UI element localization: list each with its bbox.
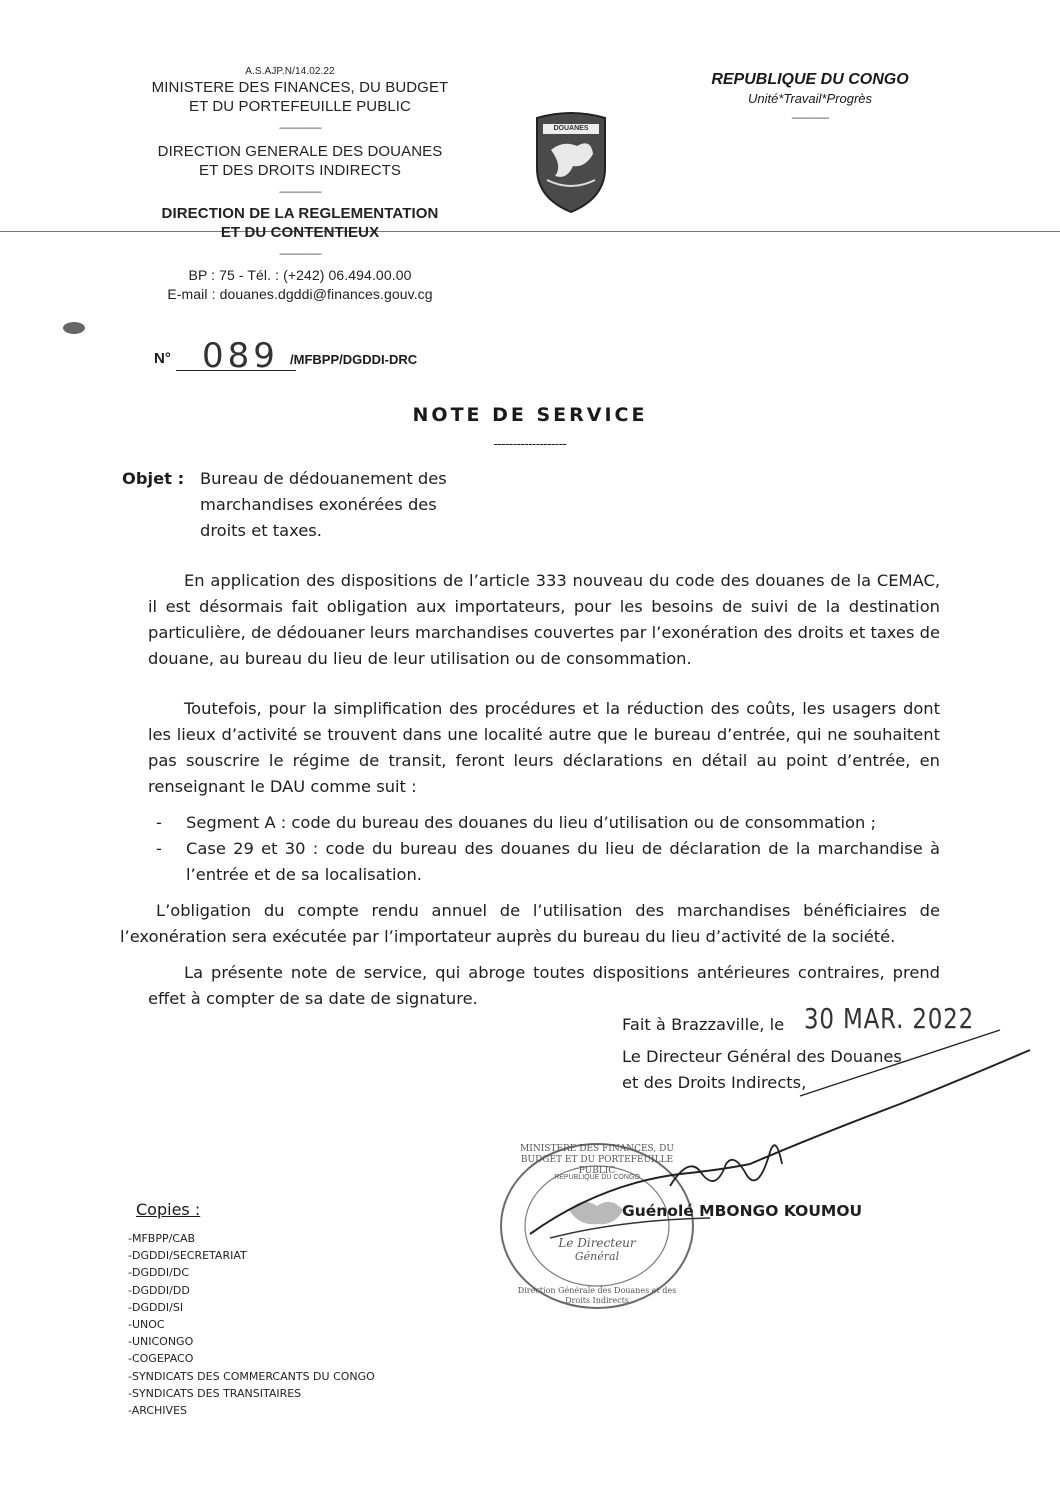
stamp-inner-text: REPUBLIQUE DU CONGO — [554, 1174, 640, 1181]
stamp-center-line-1: Le Directeur — [558, 1236, 636, 1250]
list-item — [148, 836, 940, 888]
paragraph-line: douane, au bureau du lieu de leur utilisation ou de consommation. — [148, 649, 692, 668]
list-item: -DGDDI/SI — [128, 1300, 184, 1314]
paragraph-3 — [120, 898, 940, 950]
signatory-title-line-1: Le Directeur Général des Douanes — [622, 1047, 902, 1066]
stamp-center-line-2: Général — [574, 1250, 620, 1263]
paragraph-line: il est désormais fait obligation aux importateurs, pour les besoins de suivi de la destination — [148, 597, 940, 616]
directorate-line-2: ET DES DROITS INDIRECTS — [198, 162, 402, 179]
contact-email: E-mail : douanes.dgddi@finances.gouv.cg — [167, 286, 433, 302]
paragraph-line: particulière, de dédouaner leurs marchandises couvertes par l’exonération des droits et taxes de — [148, 623, 940, 642]
header-right-separator: ---------------- — [791, 113, 829, 124]
copies-list — [128, 1230, 375, 1419]
paragraph-line: L’obligation du compte rendu annuel de l’utilisation des marchandises bénéficiaires de — [156, 901, 940, 920]
division-line-1: DIRECTION DE LA REGLEMENTATION — [161, 205, 439, 222]
emblem-label: DOUANES — [553, 125, 589, 132]
paragraph-line: effet à compter de sa date de signature. — [148, 989, 478, 1008]
reference-code: A.S.AJP.N/14.02.22 — [245, 66, 335, 77]
national-motto: Unité*Travail*Progrès — [747, 91, 873, 106]
bullet-marker: - — [156, 839, 162, 858]
header-separator-1: ------------------ — [279, 123, 321, 134]
paragraph-line: La présente note de service, qui abroge toutes dispositions antérieures contraires, prend — [184, 963, 940, 982]
list-item: -SYNDICATS DES TRANSITAIRES — [128, 1386, 302, 1400]
objet-line: marchandises exonérées des — [200, 495, 437, 514]
paragraph-line: pas souscrire le régime de transit, feront leurs déclarations en détail au point d’entrée, en — [148, 751, 940, 770]
bullet-marker: - — [156, 813, 162, 832]
number-prefix: N° — [154, 350, 171, 367]
stamp-outer-text: MINISTERE DES FINANCES, DU BUDGET ET DU PORTEFEUILLE PUBLIC — [520, 1144, 674, 1176]
list-item: -DGDDI/SECRETARIAT — [128, 1249, 247, 1263]
paragraph-1 — [148, 568, 940, 672]
copies-section — [136, 1200, 456, 1225]
list-item: -COGEPACO — [128, 1352, 194, 1366]
contact-phone: BP : 75 - Tél. : (+242) 06.494.00.00 — [188, 267, 412, 283]
division-line-2: ET DU CONTENTIEUX — [220, 224, 380, 241]
paragraph-line: Toutefois, pour la simplification des procédures et la réduction des coûts, les usagers dont — [184, 699, 940, 718]
list-item: -ARCHIVES — [128, 1404, 188, 1418]
bullet-line: Segment A : code du bureau des douanes du lieu d’utilisation ou de consommation ; — [186, 813, 876, 832]
page-title: NOTE DE SERVICE — [412, 404, 648, 426]
paragraph-line: renseignant le DAU comme suit : — [148, 777, 417, 796]
number-suffix: /MFBPP/DGDDI-DRC — [290, 352, 418, 367]
paragraph-line: En application des dispositions de l’article 333 nouveau du code des douanes de la CEMAC, — [184, 571, 940, 590]
header-left — [120, 66, 480, 304]
stamp-bottom-text: Direction Générale des Douanes et des Droits Indirects — [517, 1286, 677, 1305]
customs-emblem-icon — [533, 110, 609, 214]
paragraph-line: les lieux d’activité se trouvent dans une localité autre que le bureau d’entrée, qui ne souhaitent — [148, 725, 940, 744]
objet-label: Objet : — [122, 469, 185, 488]
signature-place: Fait à Brazzaville, le — [622, 1015, 785, 1034]
ministry-line-1: MINISTERE DES FINANCES, DU BUDGET — [151, 79, 449, 96]
header-right — [660, 70, 960, 124]
signatory-name: Guénolé MBONGO KOUMOU — [622, 1202, 863, 1220]
header-separator-2: ------------------ — [279, 187, 321, 198]
list-item — [148, 810, 940, 836]
signature-date: 30 MAR. 2022 — [804, 1002, 975, 1035]
objet-text — [200, 466, 500, 544]
list-item: -UNICONGO — [128, 1335, 194, 1349]
signatory-title-line-2: et des Droits Indirects, — [622, 1073, 807, 1092]
bullet-line: l’entrée et de sa localisation. — [186, 865, 422, 884]
list-item: -DGDDI/DD — [128, 1283, 190, 1297]
title-underline: ------------------- — [493, 436, 567, 451]
bullet-line: Case 29 et 30 : code du bureau des douanes du lieu de déclaration de la marchandise à — [186, 839, 940, 858]
paragraph-2 — [148, 696, 940, 800]
directorate-line-1: DIRECTION GENERALE DES DOUANES — [157, 143, 443, 160]
bullet-list — [148, 810, 940, 888]
list-item: -UNOC — [128, 1318, 165, 1332]
country-name: REPUBLIQUE DU CONGO — [711, 71, 909, 88]
paragraph-line: l’exonération sera exécutée par l’importateur auprès du bureau du lieu d’activité de la société. — [120, 927, 896, 946]
list-item: -SYNDICATS DES COMMERCANTS DU CONGO — [128, 1369, 375, 1383]
note-number: 089 — [202, 336, 279, 376]
objet-line: droits et taxes. — [200, 521, 322, 540]
objet-line: Bureau de dédouanement des — [200, 469, 447, 488]
header-separator-3: ------------------ — [279, 249, 321, 260]
copies-label: Copies : — [136, 1200, 201, 1219]
list-item: -DGDDI/DC — [128, 1266, 190, 1280]
list-item: -MFBPP/CAB — [128, 1232, 196, 1245]
scan-speck — [63, 322, 85, 334]
reference-number-line — [154, 336, 474, 380]
ministry-line-2: ET DU PORTEFEUILLE PUBLIC — [188, 98, 411, 115]
